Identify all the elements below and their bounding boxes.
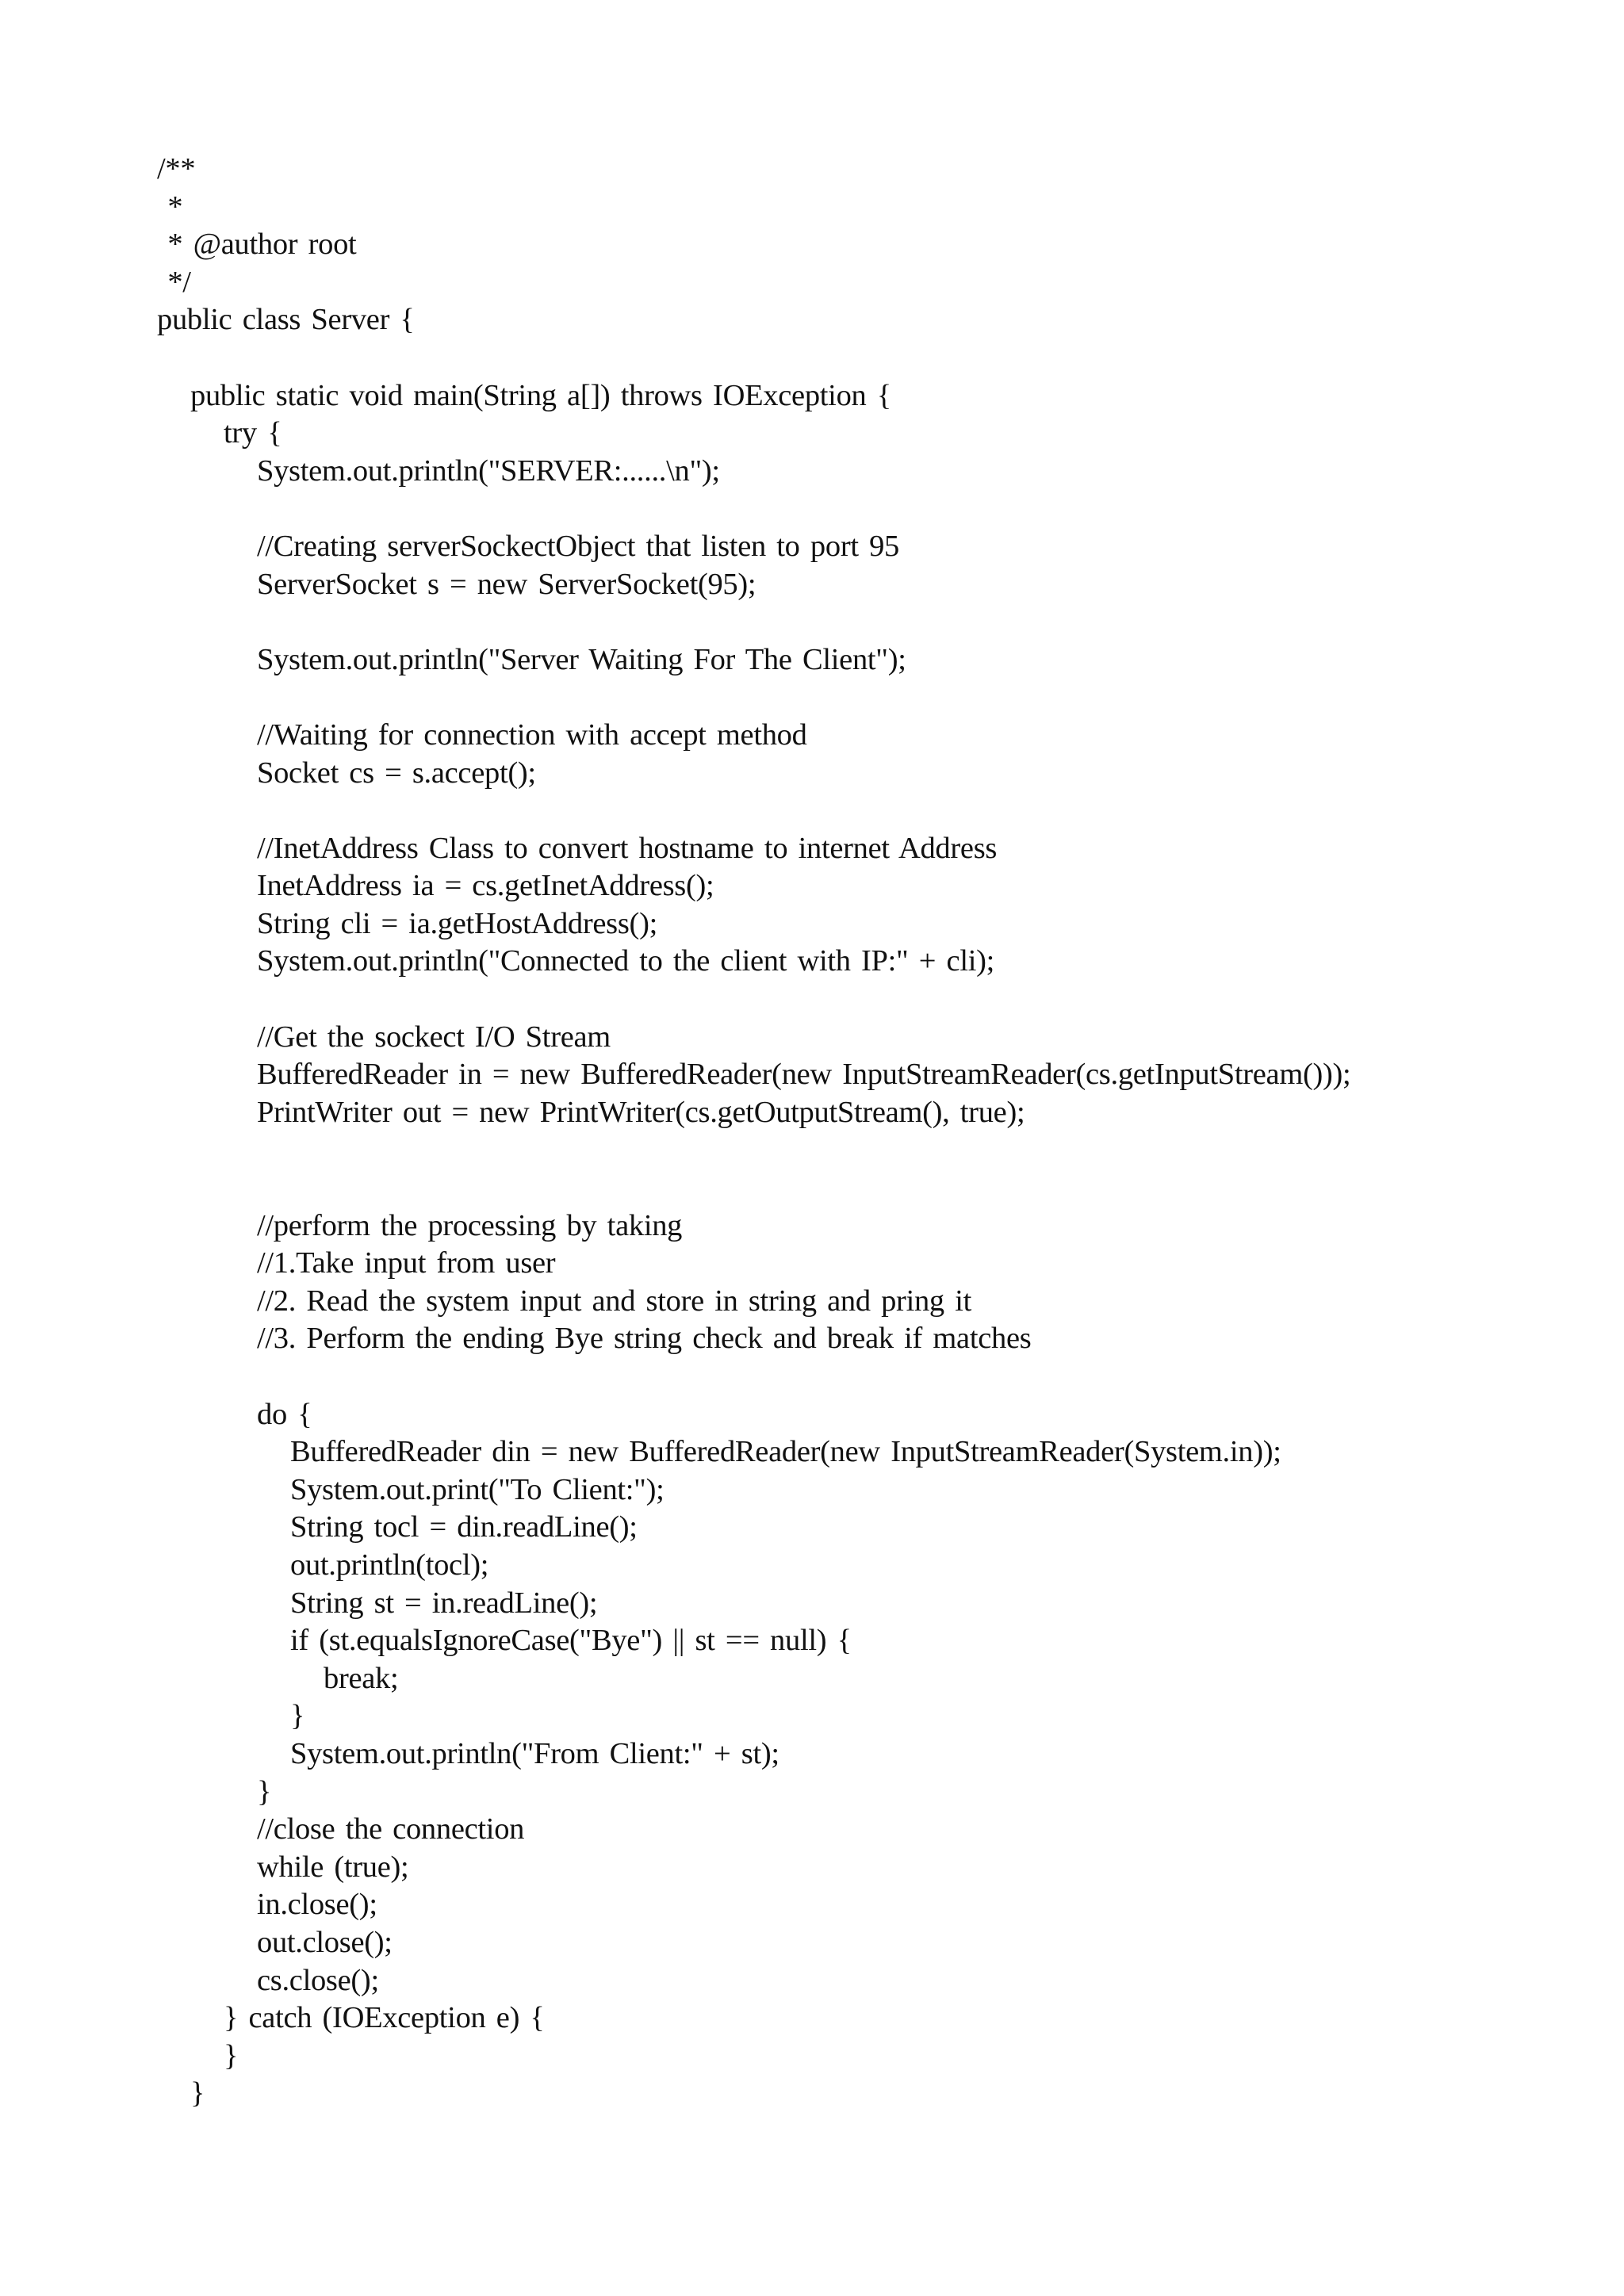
code-line-27 bbox=[157, 1131, 1576, 1169]
code-line-52: } bbox=[190, 2076, 205, 2110]
code-line-39: String st = in.readLine(); bbox=[290, 1586, 598, 1620]
code-line-3: * @author root bbox=[157, 228, 357, 262]
code-line-7: public static void main(String a[]) throws IOException { bbox=[190, 378, 891, 412]
code-line-33 bbox=[157, 1358, 1576, 1396]
code-line-20: InetAddress ia = cs.getInetAddress(); bbox=[257, 869, 714, 903]
code-line-34: do { bbox=[257, 1397, 312, 1431]
code-line-22: System.out.println("Connected to the client with IP:" + cli); bbox=[257, 944, 995, 978]
code-line-37: String tocl = din.readLine(); bbox=[290, 1510, 638, 1544]
code-line-21: String cli = ia.getHostAddress(); bbox=[257, 906, 657, 940]
code-line-11: //Creating serverSockectObject that listen to port 95 bbox=[257, 529, 899, 563]
code-line-4: */ bbox=[157, 265, 191, 299]
code-line-6 bbox=[157, 339, 1576, 377]
code-line-10 bbox=[157, 490, 1576, 528]
code-line-38: out.println(tocl); bbox=[290, 1548, 489, 1582]
code-line-15 bbox=[157, 679, 1576, 717]
code-line-36: System.out.print("To Client:"); bbox=[290, 1472, 665, 1506]
code-line-9: System.out.println("SERVER:......\n"); bbox=[257, 453, 720, 488]
code-line-42: } bbox=[290, 1699, 305, 1733]
code-line-41: break; bbox=[324, 1661, 399, 1695]
code-line-16: //Waiting for connection with accept method bbox=[257, 718, 807, 752]
code-line-18 bbox=[157, 792, 1576, 830]
code-line-45: //close the connection bbox=[257, 1812, 525, 1846]
code-line-40: if (st.equalsIgnoreCase("Bye") || st == null) { bbox=[290, 1624, 852, 1658]
code-line-2: * bbox=[157, 189, 183, 224]
code-line-35: BufferedReader din = new BufferedReader(new InputStreamReader(System.in)); bbox=[290, 1435, 1281, 1469]
code-line-19: //InetAddress Class to convert hostname to internet Address bbox=[257, 831, 998, 865]
code-line-8: try { bbox=[224, 416, 282, 450]
code-listing bbox=[157, 151, 1576, 2113]
code-line-23 bbox=[157, 981, 1576, 1019]
code-line-28 bbox=[157, 1169, 1576, 1207]
code-line-26: PrintWriter out = new PrintWriter(cs.getOutputStream(), true); bbox=[257, 1095, 1025, 1129]
code-line-47: in.close(); bbox=[257, 1888, 377, 1922]
code-line-14: System.out.println("Server Waiting For The Client"); bbox=[257, 642, 906, 676]
code-line-5: public class Server { bbox=[157, 303, 415, 337]
code-line-13 bbox=[157, 603, 1576, 641]
code-line-32: //3. Perform the ending Bye string check and break if matches bbox=[257, 1322, 1032, 1356]
code-line-25: BufferedReader in = new BufferedReader(new InputStreamReader(cs.getInputStream())); bbox=[257, 1058, 1351, 1092]
code-line-24: //Get the sockect I/O Stream bbox=[257, 1020, 611, 1054]
code-line-43: System.out.println("From Client:" + st); bbox=[290, 1736, 779, 1770]
code-line-31: //2. Read the system input and store in string and pring it bbox=[257, 1284, 971, 1318]
code-line-48: out.close(); bbox=[257, 1925, 393, 1959]
code-line-12: ServerSocket s = new ServerSocket(95); bbox=[257, 567, 756, 601]
code-line-50: } catch (IOException e) { bbox=[224, 2001, 545, 2035]
code-line-1: /** bbox=[157, 152, 196, 186]
code-line-51: } bbox=[224, 2038, 239, 2072]
code-line-30: //1.Take input from user bbox=[257, 1246, 556, 1280]
code-line-29: //perform the processing by taking bbox=[257, 1208, 683, 1242]
code-line-46: while (true); bbox=[257, 1850, 409, 1884]
code-line-44: } bbox=[257, 1774, 272, 1808]
code-line-49: cs.close(); bbox=[257, 1963, 379, 1997]
code-line-17: Socket cs = s.accept(); bbox=[257, 756, 536, 790]
